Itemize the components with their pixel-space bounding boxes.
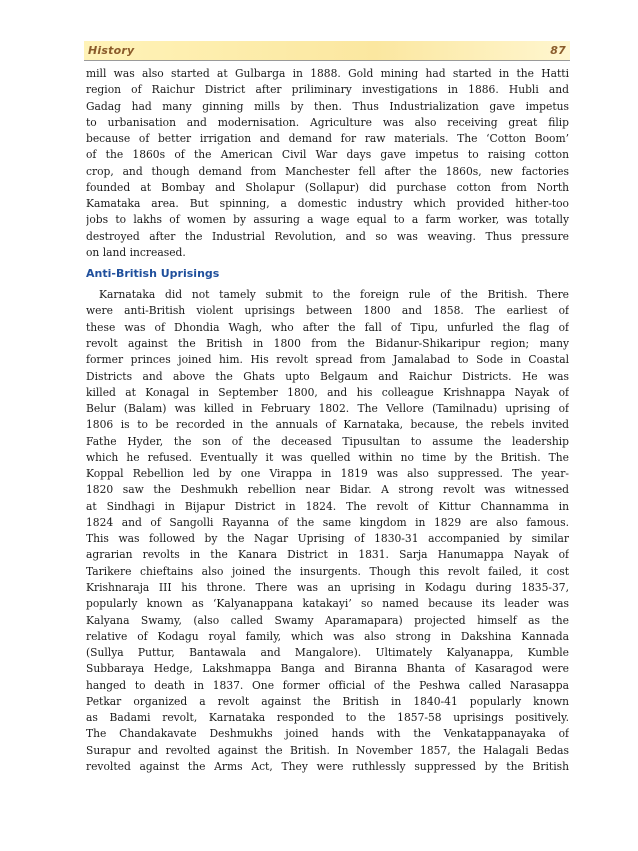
- text-line: crop, and though demand from Manchester fell after the 1860s, new factories: [86, 164, 569, 178]
- text-line: revolted against the Arms Act, They were ruthlessly suppressed by the British: [86, 759, 569, 773]
- text-line: jobs to lakhs of women by assuring a wage equal to a farm worker, was totally: [86, 213, 569, 227]
- text-line: Krishnaraja III his throne. There was an uprising in Kodagu during 1835-37,: [86, 580, 569, 594]
- text-line: Koppal Rebellion led by one Virappa in 1819 was also suppressed. The year-: [86, 467, 569, 481]
- text-line: killed at Konagal in September 1800, and his colleague Krishnappa Nayak of: [86, 385, 569, 399]
- text-line: Belur (Balam) was killed in February 1802. The Vellore (Tamilnadu) uprising of: [86, 402, 569, 416]
- text-line: Subbaraya Hedge, Lakshmappa Banga and Biranna Bhanta of Kasaragod were: [86, 662, 569, 676]
- text-line: former princes joined him. His revolt spread from Jamalabad to Sode in Coastal: [86, 353, 569, 367]
- text-line: (Sullya Puttur, Bantawala and Mangalore). Ultimately Kalyanappa, Kumble: [86, 646, 569, 660]
- text-line: Fathe Hyder, the son of the deceased Tipusultan to assume the leadership: [86, 434, 569, 448]
- text-line: to urbanisation and modernisation. Agriculture was also receiving great filip: [86, 115, 569, 129]
- text-line: were anti-British violent uprisings between 1800 and 1858. The earliest of: [86, 304, 569, 318]
- text-line: Karnataka did not tamely submit to the foreign rule of the British. There: [99, 288, 569, 302]
- text-line: Tarikere chieftains also joined the insurgents. Though this revolt failed, it cost: [86, 564, 569, 578]
- text-line: 1806 is to be recorded in the annuals of Karnataka, because, the rebels invited: [86, 418, 569, 432]
- text-line: agrarian revolts in the Kanara District in 1831. Sarja Hanumappa Nayak of: [86, 548, 569, 562]
- text-line: because of better irrigation and demand for raw materials. The ‘Cotton Boom’: [86, 132, 569, 146]
- paragraph-1: [86, 66, 569, 261]
- text-line: destroyed after the Industrial Revolution, and so was weaving. Thus pressure: [86, 229, 569, 243]
- text-line: founded at Bombay and Sholapur (Sollapur) did purchase cotton from North: [86, 180, 569, 194]
- page-number: 87: [550, 44, 566, 57]
- text-line: Gadag had many ginning mills by then. Thus Industrialization gave impetus: [86, 99, 569, 113]
- text-line: mill was also started at Gulbarga in 1888. Gold mining had started in the Hatti: [86, 67, 569, 80]
- text-line: Kamataka area. But spinning, a domestic industry which provided hither-too: [86, 197, 569, 211]
- text-line: relative of Kodagu royal family, which was also strong in Dakshina Kannada: [86, 629, 569, 643]
- section-heading: Anti-British Uprisings: [86, 267, 220, 281]
- text-line: popularly known as ‘Kalyanappana katakayi’ so named because its leader was: [86, 597, 569, 611]
- text-line: revolt against the British in 1800 from the Bidanur-Shikaripur region; many: [86, 336, 569, 350]
- text-line: The Chandakavate Deshmukhs joined hands with the Venkatappanayaka of: [86, 727, 569, 741]
- text-line: Kalyana Swamy, (also called Swamy Aparamapara) projected himself as the: [86, 613, 569, 627]
- text-line: hanged to death in 1837. One former official of the Peshwa called Narasappa: [86, 678, 569, 692]
- text-line: 1824 and of Sangolli Rayanna of the same kingdom in 1829 are also famous.: [86, 515, 569, 529]
- text-line: This was followed by the Nagar Uprising of 1830-31 accompanied by similar: [86, 532, 569, 546]
- text-line: on land increased.: [86, 245, 186, 259]
- paragraph-2: [86, 287, 569, 775]
- text-line: these was of Dhondia Wagh, who after the fall of Tipu, unfurled the flag of: [86, 320, 569, 334]
- text-line: Surapur and revolted against the British. In November 1857, the Halagali Bedas: [86, 743, 569, 757]
- text-line: which he refused. Eventually it was quelled within no time by the British. The: [86, 450, 569, 464]
- text-line: Districts and above the Ghats upto Belgaum and Raichur Districts. He was: [86, 369, 569, 383]
- text-line: of the 1860s of the American Civil War days gave impetus to raising cotton: [86, 148, 569, 162]
- text-line: at Sindhagi in Bijapur District in 1824. The revolt of Kittur Channamma in: [86, 499, 569, 513]
- text-line: as Badami revolt, Karnataka responded to the 1857-58 uprisings positively.: [86, 711, 569, 725]
- page-body: [86, 66, 569, 775]
- text-line: 1820 saw the Deshmukh rebellion near Bidar. A strong revolt was witnessed: [86, 483, 569, 497]
- page-header: [84, 41, 570, 61]
- text-line: Petkar organized a revolt against the British in 1840-41 popularly known: [86, 694, 569, 708]
- text-line: region of Raichur District after priliminary investigations in 1886. Hubli and: [86, 83, 569, 97]
- section-title: History: [88, 44, 135, 57]
